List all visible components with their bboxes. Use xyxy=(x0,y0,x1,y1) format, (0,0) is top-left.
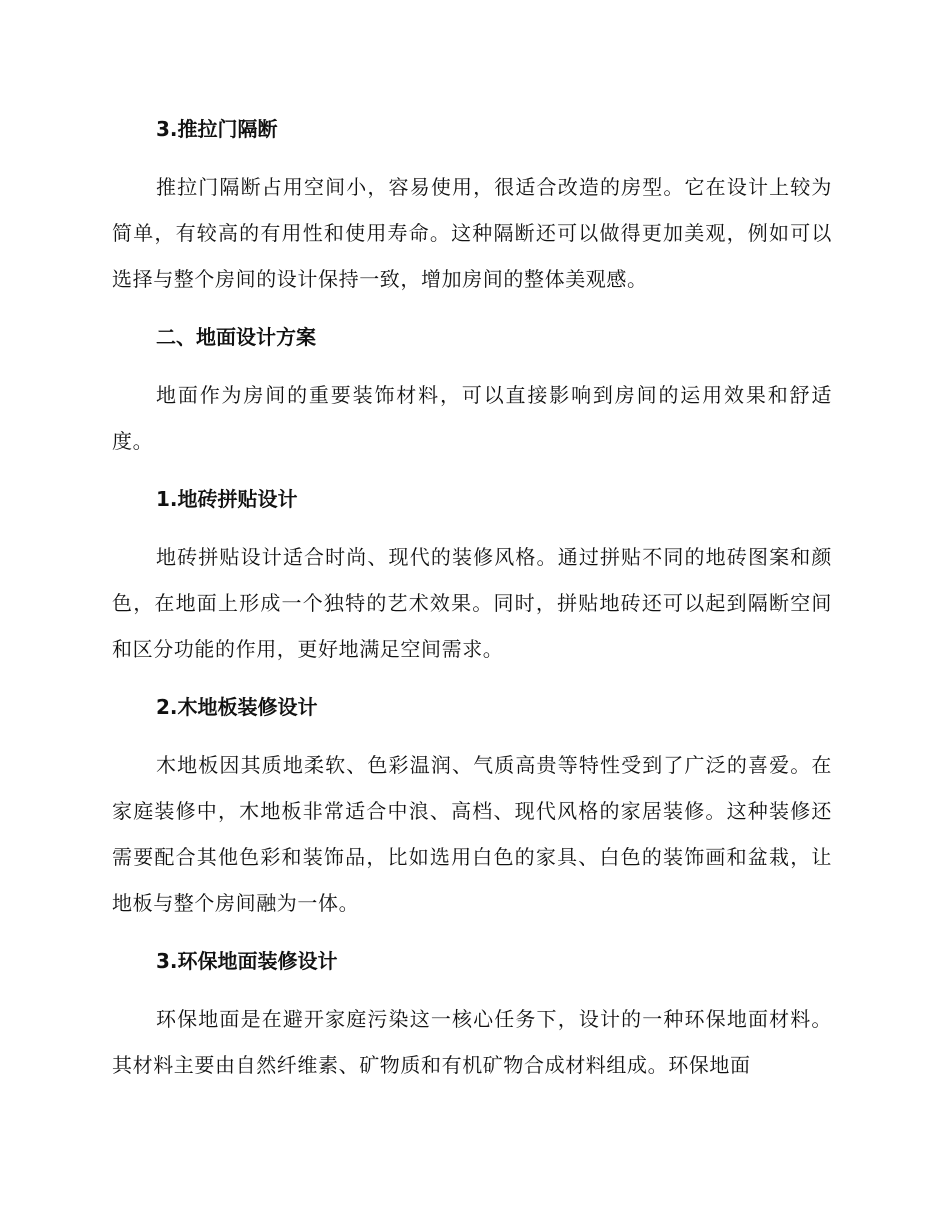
paragraph-tile-mosaic: 地砖拼贴设计适合时尚、现代的装修风格。通过拼贴不同的地砖图案和颜色，在地面上形成一个独特的艺术效果。同时，拼贴地砖还可以起到隔断空间和区分功能的作用，更好地满足空间需求。 xyxy=(112,545,832,661)
paragraph-floor-intro: 地面作为房间的重要装饰材料，可以直接影响到房间的运用效果和舒适度。 xyxy=(112,383,832,453)
section-heading-tile-mosaic: 1.地砖拼贴设计 xyxy=(156,487,298,511)
section-heading-sliding-door: 3.推拉门隔断 xyxy=(156,117,278,141)
section-heading-floor-design: 二、地面设计方案 xyxy=(156,325,316,349)
section-heading-wood-floor: 2.木地板装修设计 xyxy=(156,695,318,719)
paragraph-sliding-door: 推拉门隔断占用空间小，容易使用，很适合改造的房型。它在设计上较为简单，有较高的有用性和使用寿命。这种隔断还可以做得更加美观，例如可以选择与整个房间的设计保持一致，增加房间的整体美观感。 xyxy=(112,175,832,291)
section-heading-eco-floor: 3.环保地面装修设计 xyxy=(156,949,338,973)
paragraph-wood-floor: 木地板因其质地柔软、色彩温润、气质高贵等特性受到了广泛的喜爱。在家庭装修中，木地板非常适合中浪、高档、现代风格的家居装修。这种装修还需要配合其他色彩和装饰品，比如选用白色的家具、白色的装饰画和盆栽，让地板与整个房间融为一体。 xyxy=(112,753,832,915)
document-body xyxy=(112,106,832,1100)
paragraph-eco-floor: 环保地面是在避开家庭污染这一核心任务下，设计的一种环保地面材料。其材料主要由自然纤维素、矿物质和有机矿物合成材料组成。环保地面 xyxy=(112,1007,832,1077)
